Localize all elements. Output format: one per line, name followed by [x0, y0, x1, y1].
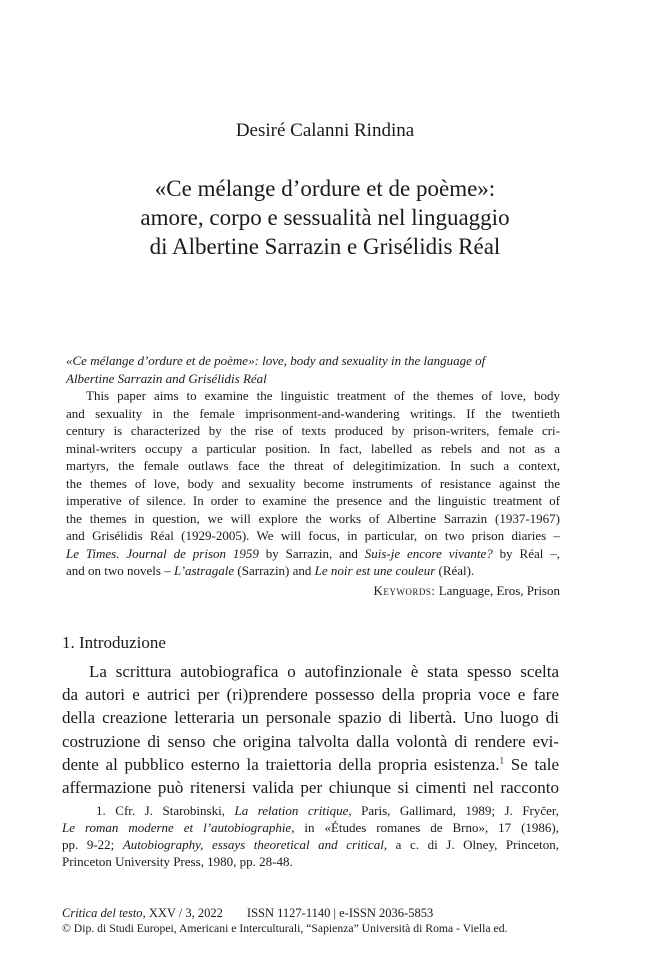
abstract-title-line: «Ce mélange d’ordure et de poème»: love, body and sexuality in the language of: [66, 353, 486, 368]
keywords-label: Keywords:: [373, 582, 436, 598]
abstract-body: [66, 387, 560, 580]
footer-line: [62, 905, 507, 921]
work-title: Le roman moderne et l’autobiographie: [62, 820, 292, 835]
author-name: Desiré Calanni Rindina: [235, 120, 415, 141]
abstract-line: the themes in question, we will explore the works of Albertine Sarrazin (1937-1967): [66, 510, 560, 526]
work-title: La relation critique: [234, 803, 349, 818]
abstract-line: and sexuality in the female imprisonment-and-wandering writings. If the twentieth: [66, 405, 560, 421]
abstract-line: the themes of love, body and sexuality become instruments of resistance against the: [66, 475, 560, 491]
work-title: Autobiography, essays theoretical and critical: [122, 837, 384, 852]
footnote-text: 1. Cfr. J. Starobinski,: [96, 803, 235, 818]
footnote: [62, 802, 559, 870]
abstract-line: imperative of silence. In order to examine the presence and the linguistic treatment of: [66, 493, 560, 508]
footnote-text: , in «Études romanes de Brno», 17 (1986),: [291, 820, 559, 835]
body-line: costruzione di senso che origina talvolta dalla volontà di rendere evi-: [62, 731, 559, 751]
keywords-list: Language, Eros, Prison: [435, 582, 560, 598]
work-title: Le noir est une couleur: [314, 563, 436, 578]
abstract-title-line: Albertine Sarrazin and Grisélidis Réal: [66, 370, 267, 386]
body-text-segment: Se tale: [504, 754, 559, 774]
abstract-line: minal-writers occupy a particular position. In fact, labelled as rebels and not as a: [66, 440, 560, 456]
body-line: La scrittura autobiografica o autofinzionale è stata spesso scelta: [89, 662, 559, 681]
footnote-ref[interactable]: 1: [499, 755, 505, 766]
abstract-line: This paper aims to examine the linguistic treatment of the themes of love, body: [86, 388, 560, 403]
abstract-line: martyrs, the female outlaws face the threat of delegitimization. In such a context,: [66, 458, 560, 473]
body-line: [62, 753, 559, 776]
footnote-text: , Paris, Gallimard, 1989; J. Fryčer,: [348, 803, 559, 818]
journal-issue: , XXV / 3, 2022: [142, 906, 223, 920]
journal-name: Critica del testo: [62, 906, 143, 920]
body-text-segment: dente al pubblico esterno la traiettoria della propria esistenza.: [62, 754, 500, 774]
abstract: [66, 352, 560, 599]
abstract-text: by Sarrazin, and: [258, 545, 365, 561]
work-title: Le Times. Journal de prison 1959: [66, 545, 259, 561]
title-line: amore, corpo e sessualità nel linguaggio: [140, 205, 510, 230]
footnote-line: [62, 802, 559, 819]
abstract-text: (Réal).: [435, 563, 475, 578]
work-title: Suis-je encore vivante?: [364, 545, 493, 561]
body-line: affermazione può ritenersi valida per chiunque si cimenti nel racconto: [62, 778, 559, 798]
footnote-text: , a c. di J. Olney, Princeton,: [383, 837, 559, 852]
footnote-line: [62, 819, 559, 836]
footnote-text: pp. 9-22;: [62, 837, 123, 852]
article-title: [0, 174, 650, 261]
page-footer: [62, 905, 507, 937]
footnote-line: Princeton University Press, 1980, pp. 28-48.: [62, 854, 293, 869]
body-line: della creazione letteraria un personale spazio di libertà. Uno luogo di: [62, 708, 559, 728]
body-text: [62, 660, 559, 799]
section-heading: 1. Introduzione: [62, 633, 166, 652]
abstract-line: and Grisélidis Réal (1929-2005). We will focus, in particular, on two prison diaries –: [66, 528, 560, 543]
keywords: [66, 582, 560, 600]
abstract-line: [66, 562, 560, 580]
journal-issn: ISSN 1127-1140 | e-ISSN 2036-5853: [246, 906, 434, 920]
title-line: di Albertine Sarrazin e Grisélidis Réal: [149, 234, 501, 259]
title-line: «Ce mélange d’ordure et de poème»:: [154, 176, 496, 201]
abstract-line: [66, 545, 560, 563]
abstract-line: century is characterized by the rise of texts produced by prison-writers, female cri-: [66, 423, 560, 438]
work-title: L’astragale: [173, 563, 235, 578]
abstract-text: (Sarrazin) and: [234, 563, 315, 578]
body-line: da autori e autrici per (ri)prendere possesso della propria voce e fare: [62, 685, 559, 705]
footnote-line: [62, 836, 559, 853]
abstract-text: and on two novels –: [66, 563, 174, 578]
abstract-title: [66, 352, 560, 387]
footer-copyright: © Dip. di Studi Europei, Americani e Interculturali, “Sapienza” Università di Roma - Viella ed.: [62, 922, 508, 935]
abstract-text: by Réal –,: [492, 545, 560, 561]
